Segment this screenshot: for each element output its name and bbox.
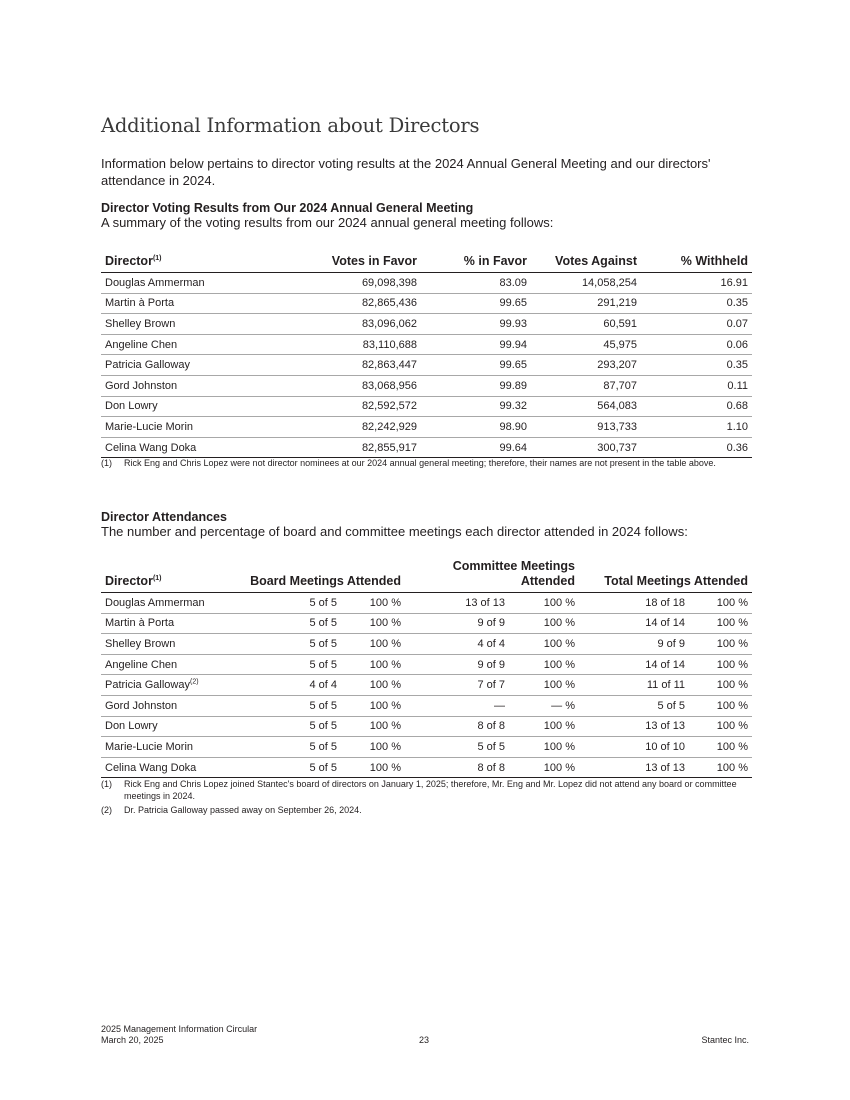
board-pct: 100 % [341,716,405,737]
votes-in-favor: 69,098,398 [361,276,417,289]
votes-against: 300,737 [531,437,641,458]
total-pct: 100 % [689,654,752,675]
table-header-row [101,557,752,593]
footnote-number: (1) [101,458,112,468]
board: 5 of 5 [227,695,341,716]
votes-against: 913,733 [531,417,641,438]
table-row [101,593,752,614]
votes-in-favor: 82,863,447 [261,355,421,376]
committee: 5 of 5 [405,737,509,758]
page-title: Additional Information about Directors [101,114,480,137]
director-name: Gord Johnston [101,695,227,716]
total: 5 of 5 [579,695,689,716]
votes-in-favor: 82,855,917 [261,437,421,458]
committee: 7 of 7 [405,675,509,696]
votes-against: 564,083 [531,396,641,417]
votes-in-favor: 83,068,956 [261,375,421,396]
footer-doc-title: 2025 Management Information Circular [101,1024,258,1034]
committee: — [405,695,509,716]
board: 5 of 5 [227,613,341,634]
total: 14 of 14 [579,613,689,634]
pct-in-favor: 99.94 [421,334,531,355]
table-row [101,417,752,438]
total: 14 of 14 [579,654,689,675]
pct-withheld: 0.35 [641,293,752,314]
footnote-number: (2) [101,805,112,815]
footnote-text: Rick Eng and Chris Lopez were not director nominees at our 2024 annual general meeting; therefore, their names are not present in the table above. [124,458,716,468]
board-pct: 100 % [341,737,405,758]
table-row [101,695,752,716]
table-row [101,334,752,355]
table-row [101,437,752,458]
board: 5 of 5 [227,634,341,655]
votes-against: 60,591 [531,314,641,335]
board-pct: 100 % [341,654,405,675]
voting-results-table [101,251,752,458]
board: 5 of 5 [227,716,341,737]
total-pct: 100 % [689,634,752,655]
votes-against: 45,975 [531,334,641,355]
intro-text: Information below pertains to director voting results at the 2024 Annual General Meeting and our directors' attendance in 2024. [101,156,711,188]
director-name: Martin à Porta [101,613,227,634]
pct-withheld: 0.36 [641,437,752,458]
table-row [101,396,752,417]
committee-pct: 100 % [509,634,579,655]
table-row [101,675,752,696]
column-header-pct-withheld: % Withheld [641,251,752,273]
total: 13 of 13 [579,716,689,737]
committee-pct: 100 % [509,757,579,778]
committee-pct: 100 % [509,716,579,737]
votes-in-favor: 82,865,436 [261,293,421,314]
director-name: Marie-Lucie Morin [101,737,227,758]
footnote-number: (1) [101,779,112,789]
table-row [101,716,752,737]
board-pct: 100 % [341,695,405,716]
pct-in-favor: 83.09 [499,276,527,289]
pct-in-favor: 98.90 [421,417,531,438]
table-header-row [101,251,752,273]
footnote [101,804,744,816]
column-header-director: Director$^{(1)}$ [101,557,227,593]
committee: 9 of 9 [405,654,509,675]
total: 9 of 9 [579,634,689,655]
committee: 13 of 13 [465,596,505,609]
pct-in-favor: 99.93 [421,314,531,335]
table-row [101,273,752,294]
director-name: Patricia Galloway$^{(2)}$ [101,675,227,696]
total: 10 of 10 [579,737,689,758]
pct-in-favor: 99.89 [421,375,531,396]
votes-in-favor: 82,592,572 [261,396,421,417]
pct-withheld: 0.35 [641,355,752,376]
footnote [101,457,744,469]
voting-heading: Director Voting Results from Our 2024 Annual General Meeting [101,201,474,215]
director-name: Patricia Galloway [101,355,261,376]
voting-subtext: A summary of the voting results from our 2024 annual general meeting follows: [101,215,554,230]
votes-against: 87,707 [531,375,641,396]
board-pct: 100 % [341,757,405,778]
column-header-board-meetings: Board Meetings Attended [227,557,405,593]
table-row [101,654,752,675]
total: 13 of 13 [579,757,689,778]
board-pct: 100 % [341,634,405,655]
committee-pct: 100 % [509,613,579,634]
total-pct: 100 % [689,675,752,696]
director-name: Don Lowry [101,716,227,737]
attendance-subtext: The number and percentage of board and committee meetings each director attended in 2024 follows: [101,524,688,539]
total-pct: 100 % [689,695,752,716]
board-pct: 100 % [341,613,405,634]
footnote-text: Rick Eng and Chris Lopez joined Stantec's board of directors on January 1, 2025; therefore, Mr. Eng and Mr. Lopez did not attend any board or committee meetings in 2024. [124,779,737,801]
committee-pct: — % [509,695,579,716]
table-row [101,314,752,335]
pct-withheld: 0.68 [641,396,752,417]
votes-against: 14,058,254 [581,276,637,289]
board: 4 of 4 [227,675,341,696]
board: 5 of 5 [227,757,341,778]
director-name: Don Lowry [101,396,261,417]
footnote-marker: (2) [189,678,199,686]
director-name: Angeline Chen [101,654,227,675]
total-pct: 100 % [716,596,748,609]
pct-in-favor: 99.32 [421,396,531,417]
committee-pct: 100 % [509,737,579,758]
table-row [101,613,752,634]
pct-withheld: 16.91 [720,276,748,289]
footer-date: March 20, 2025 [101,1035,164,1045]
attendance-table [101,557,752,778]
total-pct: 100 % [689,716,752,737]
committee: 8 of 8 [405,716,509,737]
footnote-text: Dr. Patricia Galloway passed away on September 26, 2024. [124,805,362,815]
pct-withheld: 1.10 [641,417,752,438]
votes-against: 293,207 [531,355,641,376]
pct-withheld: 0.06 [641,334,752,355]
footnote [101,778,744,802]
column-header-votes-in-favor: Votes in Favor [261,251,421,273]
table-row [101,375,752,396]
footer-company: Stantec Inc. [701,1035,749,1045]
committee-pct: 100 % [509,654,579,675]
footer-left [101,1024,257,1046]
total-pct: 100 % [689,737,752,758]
pct-in-favor: 99.64 [421,437,531,458]
committee: 8 of 8 [405,757,509,778]
votes-in-favor: 82,242,929 [261,417,421,438]
table-row [101,634,752,655]
total-pct: 100 % [689,613,752,634]
total: 18 of 18 [645,596,685,609]
board-pct: 100 % [369,596,401,609]
pct-in-favor: 99.65 [421,293,531,314]
board: 5 of 5 [227,654,341,675]
column-header-committee-meetings: Committee Meetings Attended [405,557,579,593]
committee: 9 of 9 [405,613,509,634]
pct-withheld: 0.11 [641,375,752,396]
committee-pct: 100 % [509,675,579,696]
table-row [101,293,752,314]
director-name: Celina Wang Doka [101,757,227,778]
votes-in-favor: 83,110,688 [261,334,421,355]
director-name: Shelley Brown [101,634,227,655]
board: 5 of 5 [309,596,337,609]
table-row [101,737,752,758]
director-name: Angeline Chen [101,334,261,355]
column-header-total-meetings: Total Meetings Attended [579,557,752,593]
director-name: Shelley Brown [101,314,261,335]
director-name: Douglas Ammerman [105,276,205,289]
column-header-pct-in-favor: % in Favor [421,251,531,273]
director-name: Douglas Ammerman [105,596,205,609]
director-name: Gord Johnston [101,375,261,396]
director-name: Martin à Porta [101,293,261,314]
board: 5 of 5 [227,737,341,758]
votes-in-favor: 83,096,062 [261,314,421,335]
total-pct: 100 % [689,757,752,778]
attendance-heading: Director Attendances [101,510,227,524]
total: 11 of 11 [579,675,689,696]
column-header-director: Director$^{(1)}$ [101,251,261,273]
pct-in-favor: 99.65 [421,355,531,376]
committee-pct: 100 % [543,596,575,609]
director-name: Marie-Lucie Morin [101,417,261,438]
column-header-votes-against: Votes Against [531,251,641,273]
pct-withheld: 0.07 [641,314,752,335]
director-name: Celina Wang Doka [101,437,261,458]
page-number: 23 [419,1035,430,1045]
table-row [101,757,752,778]
committee: 4 of 4 [405,634,509,655]
votes-against: 291,219 [531,293,641,314]
board-pct: 100 % [341,675,405,696]
table-row [101,355,752,376]
